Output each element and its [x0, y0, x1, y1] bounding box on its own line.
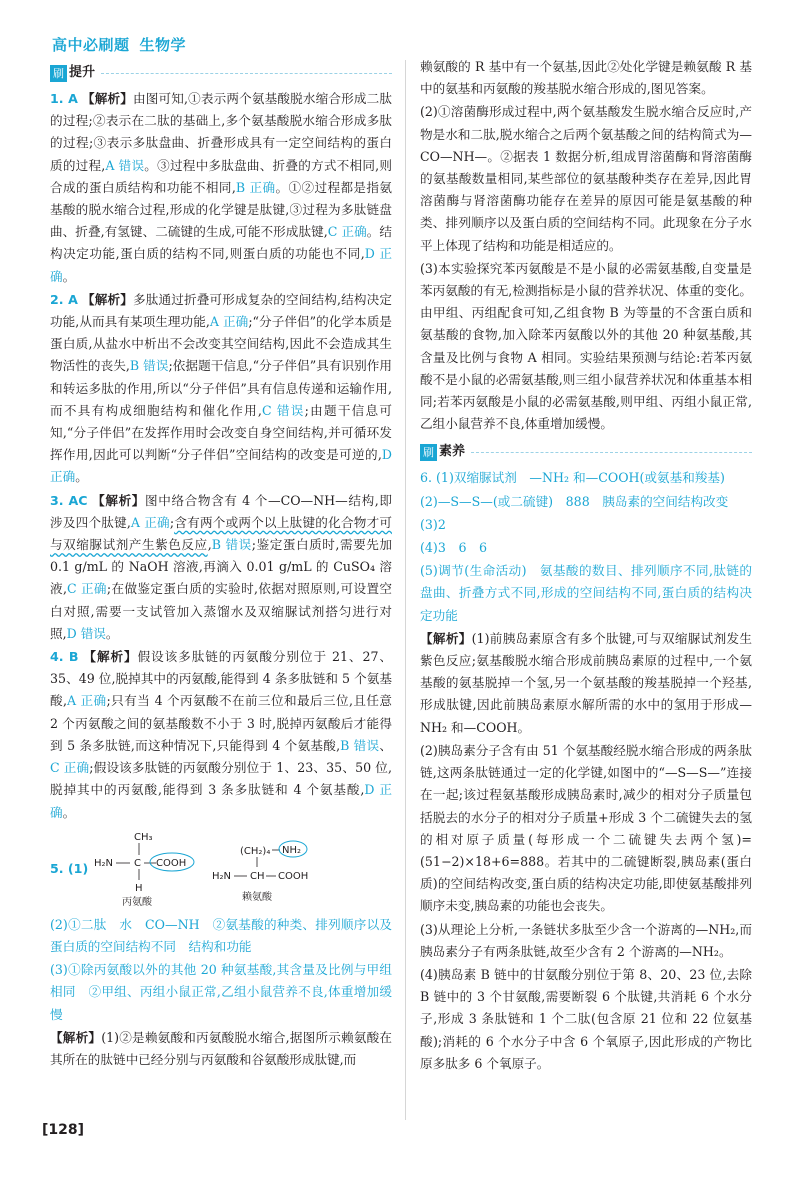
analysis-tag: 【解析】 — [82, 91, 134, 106]
answer-q6-4: (4)3 6 6 — [420, 540, 488, 556]
analysis-tag: 【解析】 — [82, 291, 134, 307]
answer-text: 。③过程中多肽盘曲、折叠的方式不相同,则合成的蛋白质结构和功能不相同, — [50, 157, 392, 195]
judgement-mark: B 正确 — [235, 179, 276, 195]
answer-text: 。 — [62, 268, 76, 284]
analysis-q5 — [50, 1027, 392, 1071]
judgement-mark: A 正确 — [67, 693, 107, 709]
judgement-mark: B 错误 — [129, 358, 169, 374]
underlined-key-point: 含有两个或两个以上肽键的化合物才可与双缩脲试剂产生紫色反应 — [50, 514, 392, 553]
answer-q3 — [50, 490, 392, 645]
answer-q6-1: 6. (1)双缩脲试剂 —NH₂ 和—COOH(或氨基和羧基) — [420, 470, 725, 486]
analysis-q5-cont-1: 赖氨酸的 R 基中有一个氨基,因此②处化学键是赖氨酸 R 基中的氨基和丙氨酸的羧基脱水缩合形成的,图见答案。 — [420, 59, 752, 97]
lysine-label: 赖氨酸 — [242, 891, 272, 903]
ala-c: C — [134, 857, 141, 869]
right-column — [420, 56, 752, 1076]
lys-nh2: NH₂ — [282, 844, 302, 856]
answer-text: 由图可知,①表示两个氨基酸脱水缩合形成二肽的过程;②表示在二肽的基础上,多个氨基酸脱水缩合形成多肽的过程;③表示多肽盘曲、折叠形成具有一定空间结构的蛋白质的过程, — [50, 91, 392, 173]
subject-title: 生物学 — [139, 36, 187, 54]
judgement-mark: C 正确 — [327, 224, 367, 240]
analysis-tag: 【解析】 — [83, 649, 138, 665]
structural-formulas — [92, 828, 392, 910]
answer-text: 多肽通过折叠可形成复杂的空间结构,结构决定功能,从而具有某项生理功能, — [50, 291, 392, 330]
section-tisheng — [50, 62, 392, 84]
lys-cooh: COOH — [278, 870, 309, 882]
page-number: [128] — [42, 1122, 85, 1138]
judgement-mark: D 正确 — [50, 447, 392, 485]
judgement-mark: D 错误 — [66, 625, 106, 641]
judgement-mark: D 正确 — [50, 246, 392, 284]
answer-q4 — [50, 646, 392, 824]
book-title: 高中必刷题 — [52, 36, 130, 54]
ala-cooh: COOH — [156, 857, 187, 869]
section-rule — [471, 452, 752, 453]
page-number-value: 128 — [48, 1122, 78, 1138]
judgement-mark: C 正确 — [50, 760, 90, 776]
answer-q5-3: (3)①除丙氨酸以外的其他 20 种氨基酸,其含量及比例与甲组相同 ②甲组、丙组小鼠正常,乙组小鼠营养不良,体重增加缓慢 — [50, 962, 392, 1022]
answer-q6-2: (2)—S—S—(或二硫键) 888 胰岛素的空间结构改变 — [420, 493, 729, 509]
question-number: 1. A — [50, 91, 78, 106]
question-number: 5. (1) — [50, 860, 89, 876]
answer-q1 — [50, 88, 392, 288]
answer-text: (1)②是赖氨酸和丙氨酸脱水缩合,据图所示赖氨酸在其所在的肽链中已经分别与丙氨酸和谷氨酸形成肽键,而 — [50, 1029, 393, 1067]
answer-text: 。结构决定功能,蛋白质的结构不同,则蛋白质的功能也不同, — [50, 224, 393, 262]
answer-text: 。 — [75, 469, 88, 485]
analysis-q6-3: (3)从理论上分析,一条链状多肽至少含一个游离的—NH₂,而胰岛素分子有两条肽链,故至少含有 2 个游离的—NH₂。 — [420, 921, 752, 959]
lys-chain: (CH₂)₄ — [240, 845, 271, 857]
answer-text: 。 — [105, 625, 119, 641]
answer-q2 — [50, 289, 392, 489]
left-column — [50, 56, 392, 1072]
alanine-label: 丙氨酸 — [122, 896, 152, 908]
column-divider — [405, 60, 406, 1120]
judgement-mark: A 正确 — [130, 514, 170, 530]
answer-text: ;假设该多肽链的丙氨酸分别位于 1、23、35、50 位,脱掉其中的丙氨酸,能得到 3 条多肽链和 4 个氨基酸, — [50, 760, 393, 798]
answer-text: 。 — [62, 804, 76, 820]
answer-q5-2: (2)①二肽 水 CO—NH ②氨基酸的种类、排列顺序以及蛋白质的空间结构不同 结构和功能 — [50, 916, 392, 954]
question-number: 3. AC — [50, 492, 88, 508]
answer-text: (1)前胰岛素原含有多个肽键,可与双缩脲试剂发生紫色反应;氨基酸脱水缩合形成前胰岛素原的过程中,一个氨基酸的氨基脱掉一个氢,另一个氨基酸的羧基脱掉一个羟基,形成肽键,因此前胰岛素原水解所需的水中的氢用于形成—NH₂ 和—COOH。 — [420, 630, 752, 735]
page-header — [52, 34, 186, 55]
analysis-q6-2: (2)胰岛素分子含有由 51 个氨基酸经脱水缩合形成的两条肽链,这两条肽链通过一定的化学键,如图中的“—S—S—”连接在一起;该过程氨基酸形成胰岛素时,减少的相对分子质量包括脱去的水分子的相对分子质量+形成 3 个二硫键失去的氢的相对原子质量(每形成一个二硫键失去两个氢)=(51−2)×18+6=888。若其中的二硫键断裂,胰岛素(蛋白质)的空间结构改变,蛋白质的结构决定功能,即使氨基酸排列顺序未变,胰岛素的功能也会丧失。 — [420, 742, 752, 914]
section-title: 提升 — [69, 64, 96, 80]
section-badge: 刷 — [420, 444, 437, 461]
judgement-mark: C 正确 — [66, 581, 107, 597]
judgement-mark: A 错误 — [105, 157, 145, 173]
lys-h2n: H₂N — [212, 870, 232, 882]
judgement-mark: D 正确 — [50, 782, 392, 820]
analysis-q5-cont-2: (2)①溶菌酶形成过程中,两个氨基酸发生脱水缩合反应时,产物是水和二肽,脱水缩合之后两个氨基酸之间的结构简式为—CO—NH—。②据表 1 数据分析,组成胃溶菌酶和肾溶菌酶的氨基酸数量相同,某些部位的氨基酸种类存在差异,因此胃溶菌酶与肾溶菌酶功能存在差异的原因可能是氨基酸的种类、排列顺序以及蛋白质的空间结构不同。此现象在分子水平上体现了结构和功能是相适应的。 — [420, 104, 752, 253]
answer-text: , — [207, 537, 212, 553]
answer-text: ;只有当 4 个丙氨酸不在前三位和最后三位,且任意 2 个丙氨酸之间的氨基酸数不小于 3 时,脱掉丙氨酸后才能得到 5 条多肽链,而这种情况下,只能得到 4 个氨基酸, — [50, 693, 393, 753]
judgement-mark: B 错误 — [340, 737, 380, 753]
answer-text: ; — [169, 514, 175, 530]
analysis-q6-1 — [420, 628, 752, 739]
analysis-tag: 【解析】 — [420, 630, 472, 646]
lys-ch: CH — [250, 870, 265, 882]
judgement-mark: B 错误 — [211, 537, 252, 553]
ala-h2n: H₂N — [94, 857, 114, 869]
ala-h: H — [135, 882, 143, 894]
answer-text: ;在做鉴定蛋白质的实验时,依据对照原则,可设置空白对照,需要一支试管加入蒸馏水及双缩脲试剂搭匀进行对照, — [50, 581, 392, 641]
answer-text: 、 — [379, 737, 392, 753]
judgement-mark: A 正确 — [209, 314, 249, 330]
answer-text: 。①②过程都是指氨基酸的脱水缩合过程,形成的化学键是肽键,③过程为多肽链盘曲、折叠,有氢键、二硫键的生成,可能不形成肽键, — [50, 179, 393, 240]
answer-q6-3: (3)2 — [420, 516, 446, 532]
answer-text: ;“分子伴侣”的化学本质是蛋白质,从盐水中析出不会改变其空间结构,因此不会造成其生物活性的丧失, — [50, 314, 392, 374]
judgement-mark: C 错误 — [261, 402, 305, 418]
section-badge: 刷 — [50, 65, 67, 82]
answer-text: 图中络合物含有 4 个—CO—NH—结构,即涉及四个肽键, — [50, 492, 392, 530]
analysis-tag: 【解析】 — [50, 1029, 102, 1045]
answer-text: ;鉴定蛋白质时,需要先加 0.1 g/mL 的 NaOH 溶液,再滴入 0.01 g/mL 的 CuSO₄ 溶液, — [50, 537, 392, 597]
analysis-q5-cont-3: (3)本实验探究苯丙氨酸是不是小鼠的必需氨基酸,自变量是苯丙氨酸的有无,检测指标是小鼠的营养状况、体重的变化。由甲组、丙组配食可知,乙组食物 B 为等量的不含蛋白质和氨基酸的食物,加入除苯丙氨酸以外的其他 20 种氨基酸,其含量及比例与食物 A 相同。实验结果预测与结论:若苯丙氨酸不是小鼠的必需氨基酸,则三组小鼠营养状况和体重基本相同;若苯丙氨酸是小鼠的必需氨基酸,则甲组、丙组小鼠正常,乙组小鼠营养不良,体重增加缓慢。 — [420, 260, 752, 432]
section-rule — [101, 73, 392, 74]
section-title: 素养 — [439, 444, 466, 460]
amino-acid-structure-diagram — [50, 828, 392, 910]
question-number: 2. A — [50, 291, 78, 307]
analysis-q6-4: (4)胰岛素 B 链中的甘氨酸分别位于第 8、20、23 位,去除 B 链中的 3 个甘氨酸,需要断裂 6 个肽键,共消耗 6 个水分子,形成 3 条肽链和 1 个二肽(包含原 21 位和 22 位氨基酸);消耗的 6 个水分子中含 6 个氧原子,因此形成的产物比原多肽多 6 个氧原子。 — [420, 966, 752, 1071]
ala-ch3: CH₃ — [134, 831, 153, 843]
answer-text: 假设该多肽链的丙氨酸分别位于 21、27、35、49 位,脱掉其中的丙氨酸,能得到 4 条多肽链和 5 个氨基酸, — [50, 649, 393, 709]
answer-text: ;由题干信息可知,“分子伴侣”在发挥作用时会改变自身空间结构,并可循环发挥作用,因此可以判断“分子伴侣”空间结构的改变是可逆的, — [50, 402, 392, 463]
question-number: 4. B — [50, 649, 79, 665]
answer-q6-5: (5)调节(生命活动) 氨基酸的数目、排列顺序不同,肽链的盘曲、折叠方式不同,形成的空间结构不同,蛋白质的结构决定功能 — [420, 563, 752, 623]
section-suyang — [420, 441, 752, 463]
analysis-tag: 【解析】 — [92, 492, 146, 508]
answer-text: ;依据题干信息,“分子伴侣”具有识别作用和转运多肽的作用,所以“分子伴侣”具有信息传递和运输作用,而不具有构成细胞结构和催化作用, — [50, 358, 393, 418]
